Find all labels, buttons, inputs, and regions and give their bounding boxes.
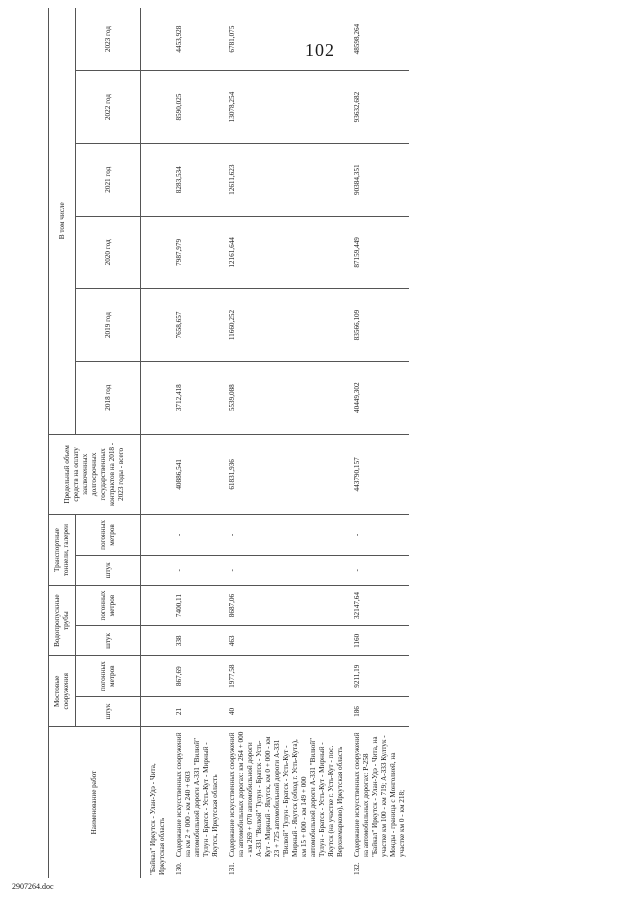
header-year-2022: 2022 год <box>76 71 141 144</box>
row-name: Содержание искусственных сооружений на автомобильных дорогах: км 264 + 000 - км 269 + 070 автомобильной дороги А-331 "Вилюй" Тулун - Братск - Усть-Кут - Мирный - Якутск, км 0 + 000 - км 23 + 725 автомобильной дороги А-331 "Вилюй" Тулун - Братск - Усть-Кут - Мирный - Якутск (обход г. Усть-Кута), км 15 + 000 - км 149 + 000 автомобильной дороги А-331 "Вилюй" Тулун - Братск - Усть-Кут - Мирный - Якутск (на участке г. Усть-Кут - пос. Верхнемарково), Иркутская область <box>228 731 344 857</box>
header-pipes: Водопропускные трубы <box>49 585 76 656</box>
header-year-2021: 2021 год <box>76 143 141 216</box>
year-2022-value: 93632,682 <box>347 71 409 144</box>
year-2021-value: 90384,351 <box>347 143 409 216</box>
year-2020-value: 12161,644 <box>222 216 347 289</box>
pipes-pcs: 463 <box>222 626 347 656</box>
header-tunnels-m: погонных метров <box>76 515 141 555</box>
document-code: 2907264.doc <box>12 882 54 891</box>
tunnels-pcs: - <box>169 555 222 585</box>
row-number: 130. <box>175 862 183 875</box>
tunnels-pcs: - <box>222 555 347 585</box>
works-table <box>48 8 409 878</box>
header-pipes-pcs: штук <box>76 626 141 656</box>
header-including: В том числе <box>49 8 76 434</box>
year-2023-value: 4453,928 <box>169 8 222 71</box>
header-tunnels-pcs: штук <box>76 555 141 585</box>
tunnels-pcs: - <box>347 555 409 585</box>
total-limit: 61831,936 <box>222 434 347 515</box>
table-row <box>169 8 222 878</box>
row-number: 132. <box>353 862 361 875</box>
table-row <box>347 8 409 878</box>
year-2021-value: 8283,534 <box>169 143 222 216</box>
bridges-m: 9211,19 <box>347 656 409 696</box>
year-2020-value: 87159,449 <box>347 216 409 289</box>
year-2020-value: 7987,979 <box>169 216 222 289</box>
header-year-2019: 2019 год <box>76 289 141 362</box>
pipes-m: 7400,11 <box>169 585 222 625</box>
header-year-2020: 2020 год <box>76 216 141 289</box>
year-2018-value: 40449,302 <box>347 361 409 434</box>
table-header <box>49 8 141 878</box>
year-2019-value: 7658,657 <box>169 289 222 362</box>
pipes-m: 32147,64 <box>347 585 409 625</box>
page-number: 102 <box>305 40 335 60</box>
header-bridges-pcs: штук <box>76 696 141 726</box>
total-limit: 40886,541 <box>169 434 222 515</box>
header-year-2018: 2018 год <box>76 361 141 434</box>
header-bridges-m: погонных метров <box>76 656 141 696</box>
year-2023-value: 6781,075 <box>222 8 347 71</box>
tunnels-m: - <box>169 515 222 555</box>
total-limit: 443790,157 <box>347 434 409 515</box>
tunnels-m: - <box>222 515 347 555</box>
year-2021-value: 12611,623 <box>222 143 347 216</box>
intro-row <box>141 8 170 878</box>
row-name: Содержание искусственных сооружений на км 2 + 000 - км 240 + 603 автомобильной дороги А-331 "Вилюй" Тулун - Братск - Усть-Кут - Мирный - Якутск, Иркутская область <box>175 732 219 857</box>
header-bridges: Мостовые сооружения <box>49 656 76 727</box>
year-2023-value: 48598,264 <box>347 8 409 71</box>
tunnels-m: - <box>347 515 409 555</box>
intro-text: "Байкал" Иркутск - Улан-Удэ - Чита, Иркутская область <box>149 763 166 875</box>
header-tunnels: Транспортные тоннели, галереи <box>49 515 76 586</box>
pipes-pcs: 1160 <box>347 626 409 656</box>
year-2018-value: 3712,418 <box>169 361 222 434</box>
bridges-m: 867,69 <box>169 656 222 696</box>
header-year-2023: 2023 год <box>76 8 141 71</box>
header-pipes-m: погонных метров <box>76 585 141 625</box>
bridges-pcs: 186 <box>347 696 409 726</box>
bridges-pcs: 40 <box>222 696 347 726</box>
header-limit: Предельный объем средств на оплату заключенных долгосрочных государственных контрактов на 2018 - 2023 годы - всего <box>49 434 141 515</box>
year-2022-value: 13078,254 <box>222 71 347 144</box>
bridges-pcs: 21 <box>169 696 222 726</box>
rotated-table-sheet <box>48 8 518 878</box>
header-name-col: Наименование работ <box>49 727 141 878</box>
table-body <box>141 8 410 878</box>
pipes-pcs: 338 <box>169 626 222 656</box>
year-2022-value: 8590,025 <box>169 71 222 144</box>
year-2019-value: 83566,109 <box>347 289 409 362</box>
row-number: 131. <box>228 862 236 875</box>
row-name: Содержание искусственных сооружений на автомобильных дорогах: Р-258 "Байкал" Иркутск - Улан-Удэ - Чита, на участке км 100 - км 719; А-333 Култук - Монды - граница с Монголией, на участке км 0 - км 218; <box>353 732 406 857</box>
bridges-m: 1977,58 <box>222 656 347 696</box>
pipes-m: 8687,06 <box>222 585 347 625</box>
table-row <box>222 8 347 878</box>
year-2019-value: 11660,252 <box>222 289 347 362</box>
year-2018-value: 5539,088 <box>222 361 347 434</box>
